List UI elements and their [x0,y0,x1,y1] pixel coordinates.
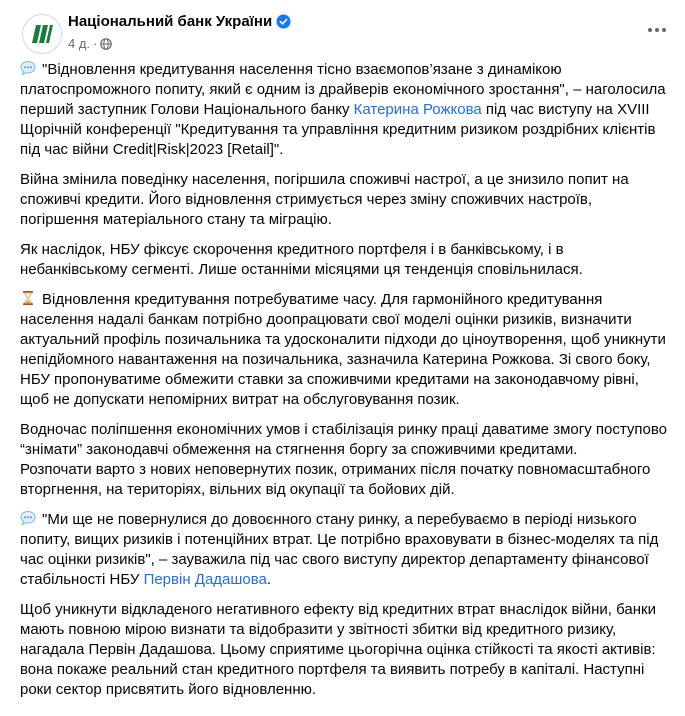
page-name[interactable]: Національний банк України [68,13,273,30]
paragraph-4-text: Відновлення кредитування потребуватиме часу. Для гармонійного кредитування населення надалі банкам потрібно доопрацювати свої моделі оцінки ризиків, визначити актуальний профіль позичальника та удосконалити підходи до ціноутворення, щоб уникнути непідйомного навантаження на позичальника, зазначила Катерина Рожкова. Зі свого боку, НБУ пропонуватиме обмежити ставки за споживчими кредитами на законодавчому рівні, щоб не допускати непомірних витрат на обслуговування позик. [20,291,666,408]
paragraph-5: Водночас поліпшення економічних умов і стабілізація ринку праці даватиме змогу поступово “знімати” законодавчі обмеження на стягнення боргу за споживчими кредитами. [20,421,667,458]
paragraph-7 [20,510,670,590]
hourglass-icon [20,290,36,306]
more-options-button[interactable] [643,20,671,40]
more-options-dot [655,28,659,32]
paragraph-1-text: "Відновлення кредитування населення тісно взаємопов’язане з динамікою платоспроможного попиту, який є одним із драйверів економічного зростання", – наголосила перший заступник Голови Національного банку [20,61,666,118]
speech-bubble-icon [20,510,36,526]
paragraph-8: Щоб уникнути відкладеного негативного ефекту від кредитних втрат внаслідок війни, банки мають повною мірою визнати та відобразити у звітності збитки від кредитного ризику, нагадала Первін Дадашова. Цьому сприятиме цьогорічна оцінка стійкості та якості активів: вона покаже реальний стан кредитного портфеля та виявить потребу в капіталі. Наступні роки сектор присвятить його відновленню. [20,601,656,698]
post-header [16,10,671,58]
paragraph-6: Розпочати варто з нових неповернутих позик, отриманих після початку повномасштабного вторгнення, на територіях, вільних від окупації та бойових дій. [20,461,651,498]
paragraph-7-text: "Ми ще не повернулися до довоєнного стану ринку, а перебуваємо в періоді низького попиту, вищих ризиків і потенційних втрат. Це потрібно враховувати в бізнес-моделях та під час оцінки ризиків", – зауважила під час свого виступу директор департаменту фінансової стабільності НБУ [20,511,659,588]
page-avatar[interactable] [22,14,62,54]
post-body [20,60,670,710]
mention-kateryna-rozhkova[interactable]: Катерина Рожкова [353,101,482,118]
speech-bubble-icon [20,60,36,76]
globe-icon[interactable] [100,38,112,50]
paragraph-1 [20,60,670,160]
paragraph-2: Війна змінила поведінку населення, погіршила споживчі настрої, а це знизило попит на споживчі кредити. Його відновлення стримується через зміну споживчих настроїв, погіршення матеріального стану та міграцію. [20,171,629,228]
meta-separator: · [93,36,98,51]
paragraph-1-text-end: під час виступу на XVIII Щорічній конференції "Кредитування та управління кредитним ризиком роздрібних клієнтів під час війни Credit|Risk|2023 [Retail]". [20,101,656,158]
post-timestamp[interactable]: 4 д. [68,36,91,51]
nbu-logo-icon [29,21,55,47]
paragraph-3: Як наслідок, НБУ фіксує скорочення кредитного портфеля і в банківському, і в небанківському сегменті. Лише останніми місяцями ця тенденція сповільнилася. [20,241,583,278]
mention-pervin-dadashova[interactable]: Первін Дадашова [143,571,267,588]
more-options-icon [648,28,652,32]
more-options-dot [662,28,666,32]
paragraph-7-text-end: . [266,571,272,588]
verified-badge-icon [276,14,291,29]
post-meta [68,36,112,51]
paragraph-4 [20,290,670,410]
